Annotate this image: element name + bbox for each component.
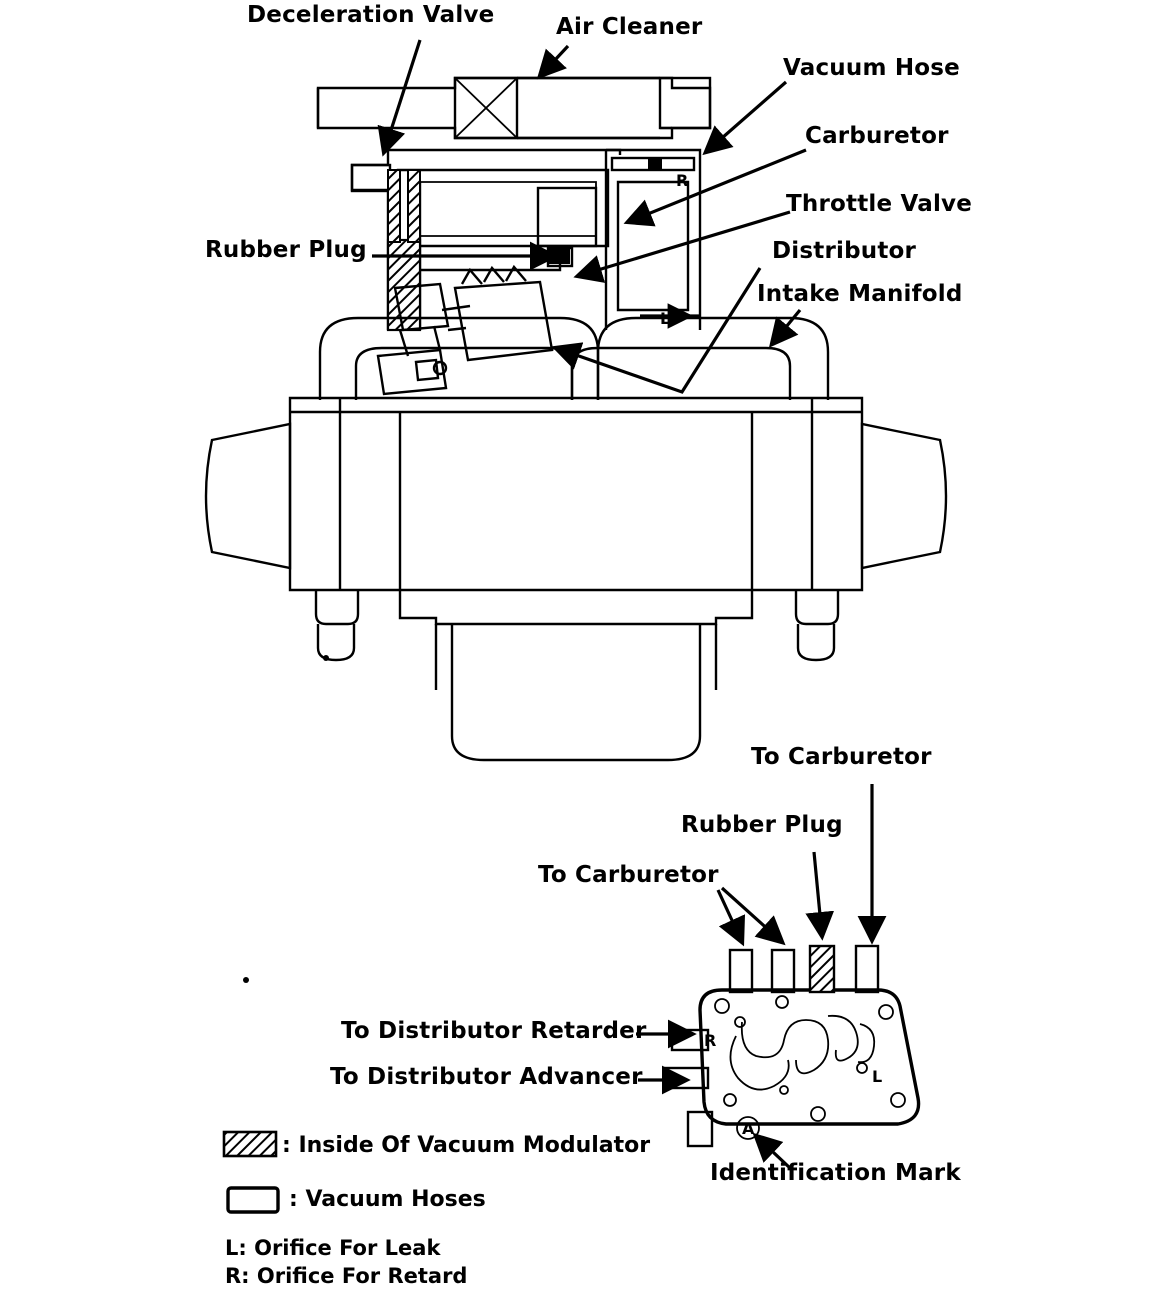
callout-carburetor: Carburetor xyxy=(805,123,949,149)
callout-to-carburetor-right: To Carburetor xyxy=(751,744,932,770)
callout-to-distributor-advancer: To Distributor Advancer xyxy=(330,1064,643,1090)
distributor-assembly xyxy=(378,267,552,394)
svg-text:A: A xyxy=(742,1119,755,1138)
legend-swatches xyxy=(224,1132,278,1212)
callout-distributor: Distributor xyxy=(772,238,917,264)
callout-throttle-valve: Throttle Valve xyxy=(786,191,973,217)
svg-text:R: R xyxy=(676,171,689,190)
svg-text:L: L xyxy=(872,1067,883,1086)
air-cleaner-body xyxy=(318,78,710,138)
vacuum-hose-right xyxy=(606,150,700,330)
callout-vacuum-hose: Vacuum Hose xyxy=(783,55,960,81)
callout-deceleration-valve: Deceleration Valve xyxy=(247,2,495,28)
carburetor-body xyxy=(352,150,620,330)
legend-item-inside-modulator: : Inside Of Vacuum Modulator xyxy=(282,1133,651,1158)
legend-item-vacuum-hoses: : Vacuum Hoses xyxy=(289,1187,486,1212)
rubber-plug-nozzle-top xyxy=(398,246,572,266)
callout-arrows-top xyxy=(372,40,806,392)
intake-manifold xyxy=(320,318,828,400)
vacuum-modulator xyxy=(664,946,919,1146)
callout-to-distributor-retarder: To Distributor Retarder xyxy=(341,1018,647,1044)
callout-rubber-plug-bottom: Rubber Plug xyxy=(681,812,843,838)
svg-text:L: L xyxy=(660,309,671,328)
callout-air-cleaner: Air Cleaner xyxy=(556,14,703,40)
callout-arrows-bottom xyxy=(243,655,872,1168)
note-orifice-retard: R: Orifice For Retard xyxy=(225,1264,468,1288)
engine-block xyxy=(206,398,946,760)
callout-to-carburetor-left: To Carburetor xyxy=(538,862,719,888)
svg-text:R: R xyxy=(704,1031,717,1050)
callout-identification-mark: Identification Mark xyxy=(710,1160,961,1186)
callout-rubber-plug-top: Rubber Plug xyxy=(205,237,367,263)
note-orifice-leak: L: Orifice For Leak xyxy=(225,1236,441,1260)
callout-intake-manifold: Intake Manifold xyxy=(757,281,963,307)
